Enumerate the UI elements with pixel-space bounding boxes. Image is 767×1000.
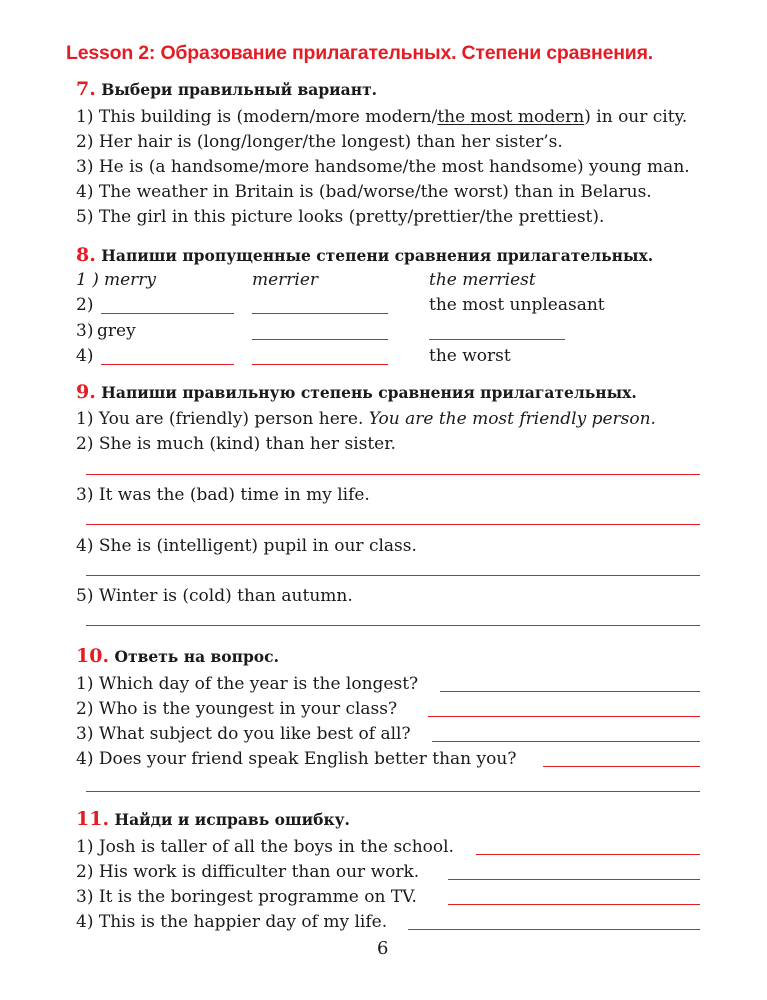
ex7-heading — [76, 78, 377, 101]
ex10-item-4-answer-line[interactable] — [543, 766, 700, 767]
ex7-item-3: 3) He is (a handsome/more handsome/the most handsome) young man. — [76, 157, 690, 177]
ex8-row2-num: 2) — [76, 295, 94, 315]
ex9-item-2: 2) She is much (kind) than her sister. — [76, 434, 396, 454]
ex7-title: Выбери правильный вариант. — [101, 80, 378, 99]
ex9-item-4: 4) She is (intelligent) pupil in our class. — [76, 536, 417, 556]
ex8-row4-positive-blank[interactable] — [101, 364, 234, 365]
ex8-number: 8. — [76, 244, 96, 266]
ex9-item-5-answer-line[interactable] — [86, 625, 700, 626]
ex8-row2-comparative-blank[interactable] — [252, 313, 388, 314]
ex8-row2-superlative: the most unpleasant — [429, 295, 605, 315]
ex10-item-1-answer-line[interactable] — [440, 691, 700, 692]
ex9-item-1: 1) You are (friendly) person here. You are the most friendly person. — [76, 409, 656, 429]
ex9-item-4-answer-line[interactable] — [86, 575, 700, 576]
ex7-item-2: 2) Her hair is (long/longer/the longest) than her sister’s. — [76, 132, 563, 152]
ex8-row1-num: 1 ) — [76, 270, 99, 290]
ex11-item-3: 3) It is the boringest programme on TV. — [76, 887, 417, 907]
ex10-number: 10. — [76, 645, 110, 667]
ex9-example-answer: You are the most friendly person. — [368, 409, 656, 429]
ex8-row3-num: 3) — [76, 321, 94, 341]
ex11-item-2: 2) His work is difficulter than our work. — [76, 862, 420, 882]
page-number: 6 — [377, 938, 389, 959]
ex8-title: Напиши пропущенные степени сравнения прилагательных. — [101, 246, 654, 265]
ex11-item-4: 4) This is the happier day of my life. — [76, 912, 388, 932]
ex9-number: 9. — [76, 381, 96, 403]
ex11-item-1: 1) Josh is taller of all the boys in the school. — [76, 837, 454, 857]
lesson-title: Lesson 2: Образование прилагательных. Степени сравнения. — [66, 42, 653, 64]
ex8-heading — [76, 244, 653, 267]
ex8-row1-positive: merry — [104, 270, 157, 290]
ex8-row1-comparative: merrier — [252, 270, 319, 290]
ex10-title: Ответь на вопрос. — [114, 647, 279, 666]
ex11-item-2-answer-line[interactable] — [448, 879, 700, 880]
ex7-item-1: 1) This building is (modern/more modern/the most modern) in our city. — [76, 107, 688, 127]
ex9-item-5: 5) Winter is (cold) than autumn. — [76, 586, 353, 606]
ex8-row3-positive: grey — [97, 321, 136, 341]
ex11-item-1-answer-line[interactable] — [476, 854, 700, 855]
ex9-item-3-answer-line[interactable] — [86, 524, 700, 525]
ex11-number: 11. — [76, 808, 110, 830]
ex7-underlined-answer: the most modern — [437, 107, 585, 127]
ex9-item-2-answer-line[interactable] — [86, 474, 700, 475]
ex10-item-4-answer-line-2[interactable] — [86, 791, 700, 792]
ex7-number: 7. — [76, 78, 96, 100]
ex10-item-2-answer-line[interactable] — [428, 716, 700, 717]
ex9-heading — [76, 381, 637, 404]
ex11-item-4-answer-line[interactable] — [408, 929, 700, 930]
ex7-item-4: 4) The weather in Britain is (bad/worse/the worst) than in Belarus. — [76, 182, 652, 202]
ex8-row4-num: 4) — [76, 346, 94, 366]
ex8-row3-superlative-blank[interactable] — [429, 339, 565, 340]
ex10-item-2: 2) Who is the youngest in your class? — [76, 699, 398, 719]
ex11-heading — [76, 808, 350, 831]
ex8-row1-superlative: the merriest — [429, 270, 536, 290]
ex10-heading — [76, 645, 279, 668]
ex8-row3-comparative-blank[interactable] — [252, 339, 388, 340]
ex10-item-3-answer-line[interactable] — [432, 741, 700, 742]
ex10-item-1: 1) Which day of the year is the longest? — [76, 674, 419, 694]
ex10-item-3: 3) What subject do you like best of all? — [76, 724, 411, 744]
ex9-item-3: 3) It was the (bad) time in my life. — [76, 485, 370, 505]
ex9-title: Напиши правильную степень сравнения прилагательных. — [101, 383, 637, 402]
ex11-title: Найди и исправь ошибку. — [114, 810, 350, 829]
ex8-row4-comparative-blank[interactable] — [252, 364, 388, 365]
ex8-row4-superlative: the worst — [429, 346, 511, 366]
ex10-item-4: 4) Does your friend speak English better than you? — [76, 749, 517, 769]
ex11-item-3-answer-line[interactable] — [448, 904, 700, 905]
ex7-item-5: 5) The girl in this picture looks (pretty/prettier/the prettiest). — [76, 207, 605, 227]
ex8-row2-positive-blank[interactable] — [101, 313, 234, 314]
